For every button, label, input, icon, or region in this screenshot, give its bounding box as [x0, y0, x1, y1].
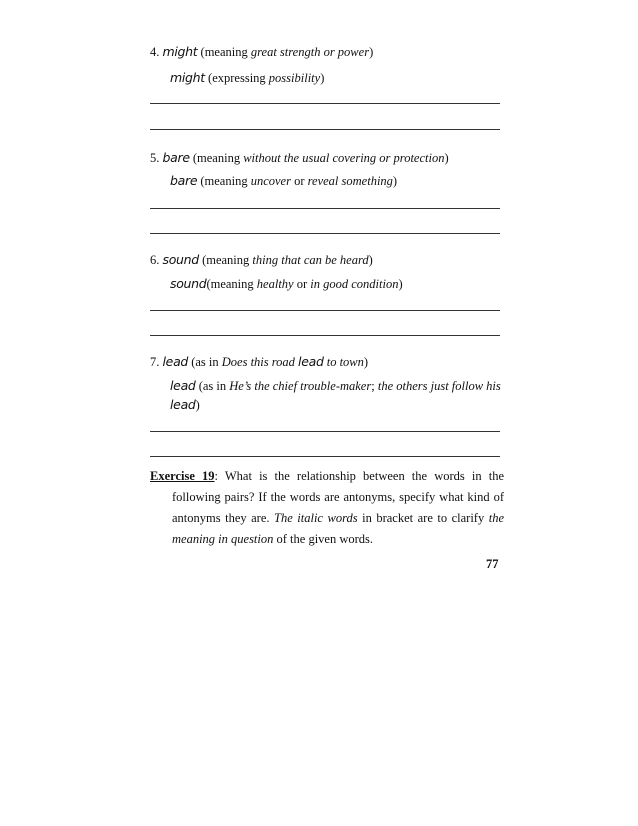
- target-word: sound: [162, 252, 199, 267]
- target-word: bare: [162, 150, 190, 165]
- sense-prefix: (meaning: [192, 151, 244, 165]
- sense-meaning-2: to town: [323, 355, 364, 369]
- sense-meaning: uncover: [250, 174, 291, 188]
- sense-prefix: (meaning: [200, 174, 251, 188]
- sense-meaning-2: the others just follow his: [377, 379, 501, 393]
- exercise-text-3: of the given words.: [273, 532, 374, 546]
- exercise-paragraph: [150, 466, 504, 550]
- target-word: lead: [162, 354, 189, 369]
- exercise-italic-2: the meaning in question: [172, 511, 505, 546]
- item-number: 5.: [150, 151, 160, 165]
- sense-meaning: He’s the chief trouble-maker: [229, 379, 372, 393]
- sense-suffix: ): [363, 355, 369, 369]
- sense-meaning: thing that can be heard: [252, 253, 369, 267]
- sense-suffix: ): [398, 277, 403, 291]
- item-5-line1: [150, 150, 449, 166]
- exercise-title: Exercise 19: [150, 469, 215, 483]
- item-5-line2: [170, 173, 397, 189]
- answer-line: [150, 431, 500, 432]
- answer-line: [150, 129, 500, 130]
- answer-line: [150, 208, 500, 209]
- answer-line: [150, 456, 500, 457]
- sense-meaning-2: reveal something: [307, 174, 393, 188]
- item-4-line2: [170, 70, 324, 86]
- sense-joiner: or: [290, 174, 308, 188]
- item-number: 6.: [150, 253, 160, 267]
- target-word: lead: [170, 378, 196, 393]
- sense-suffix: ): [392, 174, 398, 188]
- item-7-line3: [170, 397, 200, 413]
- item-6-line2: [170, 276, 403, 292]
- sense-meaning: without the usual covering or protection: [243, 151, 445, 165]
- sense-meaning: great strength or power: [250, 45, 370, 59]
- sense-prefix: (as in: [198, 379, 230, 393]
- sense-meaning: Does this road: [221, 355, 299, 369]
- sense-prefix: (expressing: [208, 71, 269, 85]
- sense-prefix: (meaning: [200, 45, 251, 59]
- exercise-text-1: : What is the relationship between the words in the following pairs? If the words are antonyms, specify what kind of antonyms they are.: [172, 469, 504, 525]
- target-word: might: [170, 70, 205, 85]
- item-7-line1: [150, 354, 368, 370]
- page-number: 77: [486, 557, 499, 571]
- sense-suffix: ): [444, 151, 449, 165]
- sense-suffix: ): [320, 71, 325, 85]
- sense-suffix: ): [195, 398, 200, 412]
- exercise-italic-1: The italic words: [274, 511, 358, 525]
- sense-prefix: (meaning: [206, 277, 257, 291]
- item-number: 4.: [150, 45, 160, 59]
- answer-line: [150, 335, 500, 336]
- answer-line: [150, 310, 500, 311]
- target-word: bare: [170, 173, 198, 188]
- item-4-line1: [150, 44, 373, 60]
- sense-joiner: ;: [371, 379, 378, 393]
- item-6-line1: [150, 252, 373, 268]
- sense-prefix: (meaning: [202, 253, 253, 267]
- target-word-inline: lead: [298, 354, 324, 369]
- target-word: sound: [170, 276, 207, 291]
- target-word: might: [162, 44, 198, 59]
- item-number: 7.: [150, 355, 160, 369]
- sense-meaning: healthy: [256, 277, 294, 291]
- target-word: lead: [170, 397, 196, 412]
- sense-suffix: ): [368, 253, 373, 267]
- sense-suffix: ): [369, 45, 374, 59]
- answer-line: [150, 233, 500, 234]
- sense-meaning: possibility: [268, 71, 321, 85]
- answer-line: [150, 103, 500, 104]
- exercise-text-2: in bracket are to clarify: [357, 511, 489, 525]
- sense-meaning-2: in good condition: [310, 277, 399, 291]
- sense-prefix: (as in: [191, 355, 222, 369]
- item-7-line2: [170, 378, 501, 394]
- sense-joiner: or: [293, 277, 311, 291]
